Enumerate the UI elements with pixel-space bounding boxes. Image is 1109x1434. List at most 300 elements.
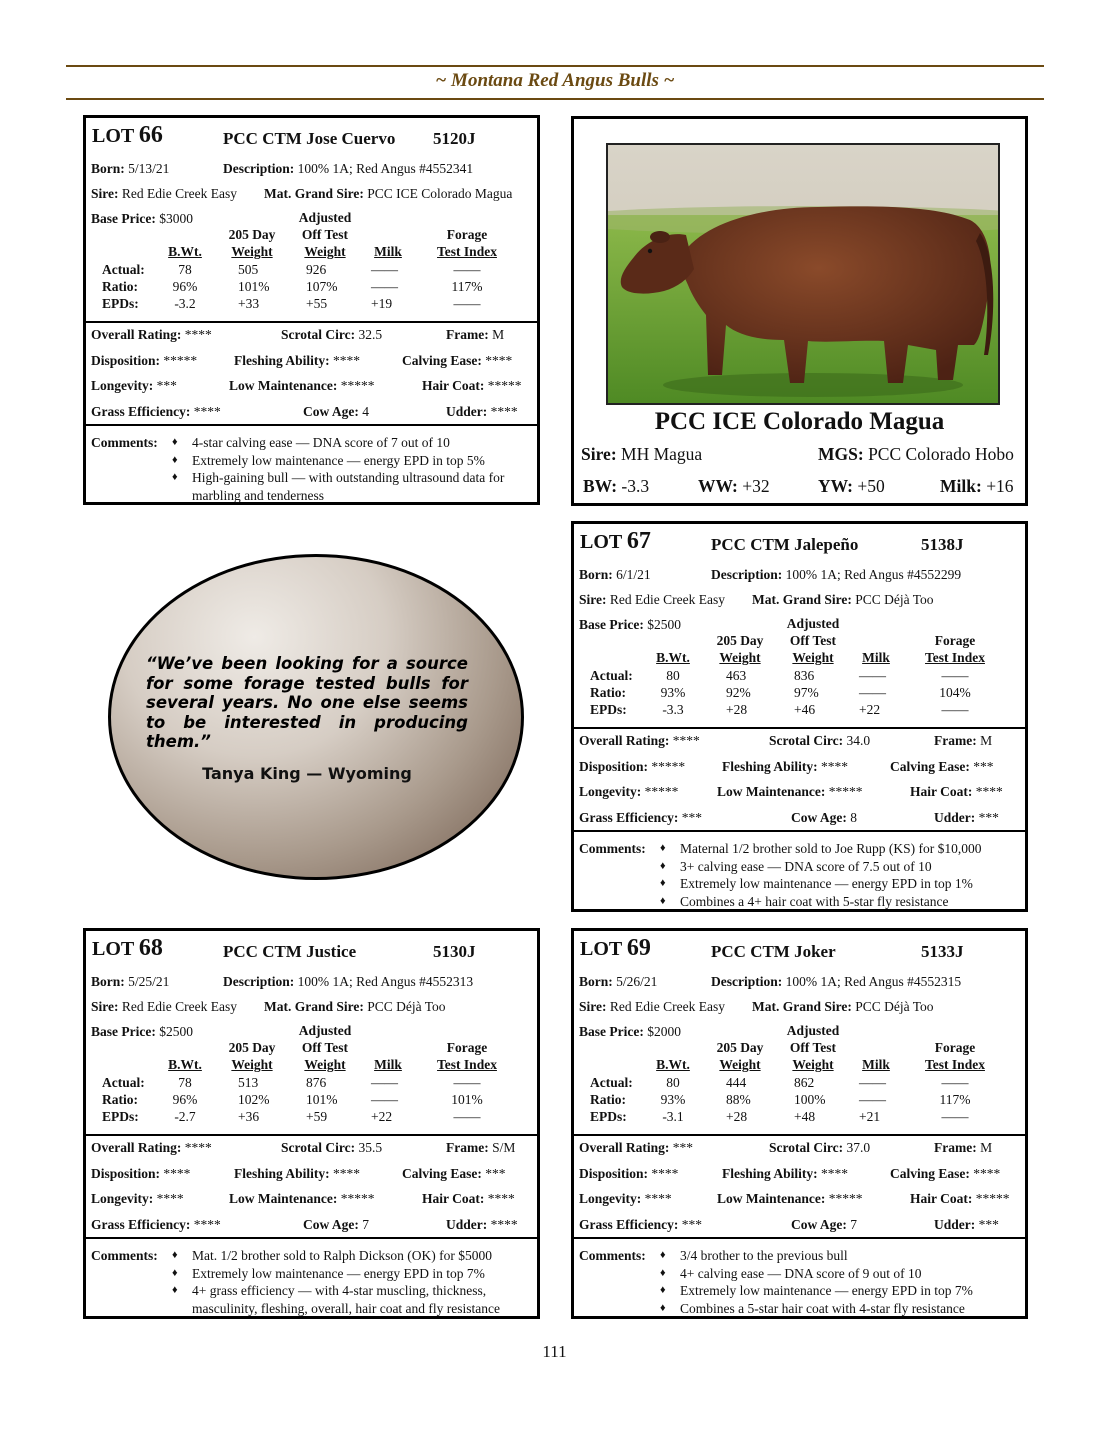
rating-scrotal-label: Scrotal Circ:	[281, 327, 356, 342]
description	[223, 974, 473, 990]
lot-number-value: 69	[626, 935, 651, 961]
feature-ww	[698, 476, 770, 497]
cell-ratio-2: 101%	[306, 1092, 338, 1107]
comments-list	[660, 840, 1020, 910]
rating-calving-label: Calving Ease:	[890, 1165, 970, 1181]
row-label-actual: Actual:	[102, 1075, 145, 1090]
base-price-value: $2500	[647, 617, 681, 632]
column-header-1-2: Weight	[719, 650, 761, 665]
rating-scrotal-label: Scrotal Circ:	[281, 1140, 356, 1155]
diamond-bullet-icon: ♦	[660, 1284, 666, 1296]
lot-ratings-section	[86, 1136, 537, 1239]
base-price	[579, 1024, 681, 1040]
cell-ratio-4: 117%	[939, 1092, 971, 1107]
column-header-0-2: B.Wt.	[168, 1057, 202, 1072]
cell-epds-2: +46	[794, 702, 816, 717]
rating-cow-age-value: 7	[850, 1216, 857, 1232]
base-price	[91, 1024, 193, 1040]
rating-low-maint	[717, 784, 863, 800]
feature-mgs-value: PCC Colorado Hobo	[868, 444, 1014, 464]
diamond-bullet-icon: ♦	[172, 1284, 178, 1296]
column-header-3-2: Milk	[862, 650, 890, 665]
rating-disposition	[91, 1166, 190, 1182]
column-header-1-2: Weight	[231, 1057, 273, 1072]
rating-disposition-value: *****	[163, 352, 198, 368]
lot-card-67	[571, 521, 1028, 912]
sire-label: Sire:	[579, 592, 607, 607]
cell-epds-2: +55	[306, 296, 328, 311]
rating-fleshing-value: ****	[821, 758, 849, 774]
rating-disposition	[579, 1166, 678, 1182]
column-header-2-1: Off Test	[789, 633, 837, 648]
rating-frame-label: Frame:	[934, 1140, 977, 1155]
rating-overall-label: Overall Rating:	[91, 1140, 182, 1155]
comment-text: 4-star calving ease — DNA score of 7 out of 10	[192, 435, 450, 450]
maternal-grand-sire	[752, 592, 934, 608]
column-header-4-2: Test Index	[925, 1057, 985, 1072]
rating-disposition-label: Disposition:	[579, 758, 649, 774]
comment-text: Extremely low maintenance — energy EPD in top 7%	[680, 1283, 973, 1298]
born-date	[579, 974, 657, 990]
rating-scrotal	[769, 733, 870, 749]
cell-epds-3: +22	[371, 1109, 393, 1124]
cell-epds-3: +21	[859, 1109, 881, 1124]
rating-hair-coat-label: Hair Coat:	[422, 378, 485, 393]
description-label: Description:	[223, 161, 295, 176]
cell-ratio-0: 93%	[660, 1092, 686, 1107]
comment-text: Extremely low maintenance — energy EPD in top 1%	[680, 876, 973, 891]
column-header-1-1: 205 Day	[716, 633, 764, 648]
rating-hair-coat	[422, 378, 522, 394]
rating-calving-label: Calving Ease:	[402, 1165, 482, 1181]
rating-fleshing-label: Fleshing Ability:	[722, 1165, 818, 1181]
rating-overall	[91, 327, 212, 343]
rating-longevity-label: Longevity:	[91, 1191, 154, 1206]
row-label-epds: EPDs:	[590, 702, 627, 717]
rating-frame-value: M	[492, 327, 505, 342]
rating-scrotal-value: 35.5	[358, 1140, 383, 1155]
rating-frame-value: M	[980, 1140, 993, 1155]
cell-actual-1: 505	[238, 262, 259, 277]
description-value: 100% 1A; Red Angus #4552299	[785, 567, 962, 582]
rating-fleshing-value: ****	[333, 352, 361, 368]
born-date-label: Born:	[91, 161, 125, 176]
comment-item	[172, 452, 532, 470]
cell-actual-1: 444	[726, 1075, 747, 1090]
cell-actual-4: ——	[453, 1075, 481, 1090]
rating-fleshing-value: ****	[333, 1165, 361, 1181]
rating-scrotal-value: 37.0	[846, 1140, 871, 1155]
feature-bw-value: -3.3	[621, 476, 650, 496]
cell-actual-2: 876	[306, 1075, 327, 1090]
base-price	[91, 211, 193, 227]
comment-item	[660, 858, 1020, 876]
rating-frame-label: Frame:	[446, 327, 489, 342]
rating-disposition-value: ****	[651, 1165, 679, 1181]
cell-actual-3: ——	[859, 1075, 886, 1090]
rating-calving-value: ***	[973, 758, 994, 774]
lot-pedigree-section	[574, 524, 1025, 729]
column-header-4-1: Forage	[934, 633, 976, 648]
born-date-value: 6/1/21	[616, 567, 651, 582]
lot-number	[580, 528, 651, 555]
comment-text: Combines a 5-star hair coat with 4-star fly resistance	[680, 1300, 965, 1316]
row-label-ratio: Ratio:	[590, 685, 626, 700]
rating-cow-age	[303, 404, 369, 420]
comment-text: 4+ grass efficiency — with 4-star muscling, thickness, masculinity, fleshing, overall, hair coat and fly resistance	[192, 1283, 501, 1316]
cell-epds-4: ——	[453, 296, 481, 311]
cell-ratio-3: ——	[859, 685, 886, 700]
row-label-epds: EPDs:	[102, 296, 139, 311]
rating-cow-age-label: Cow Age:	[791, 809, 847, 825]
maternal-grand-sire-label: Mat. Grand Sire:	[264, 186, 364, 201]
rating-low-maint-value: *****	[340, 1191, 375, 1206]
column-header-0-2: B.Wt.	[656, 650, 690, 665]
bull-name: PCC CTM Jalepeño	[711, 535, 859, 554]
rating-longevity-value: ****	[644, 1191, 672, 1206]
lot-number	[92, 935, 163, 962]
rating-grass-value: ***	[681, 809, 702, 825]
rating-frame	[934, 733, 992, 749]
column-header-3-2: Milk	[374, 1057, 402, 1072]
sire-value: Red Edie Creek Easy	[121, 999, 237, 1014]
rating-low-maint	[229, 1191, 375, 1207]
cell-ratio-0: 93%	[660, 685, 686, 700]
born-date-value: 5/26/21	[616, 974, 658, 989]
rating-overall	[579, 733, 700, 749]
rating-longevity-label: Longevity:	[91, 378, 154, 393]
cell-ratio-3: ——	[859, 1092, 886, 1107]
comment-text: High-gaining bull — with outstanding ultrasound data for marbling and tenderness	[192, 470, 505, 503]
bull-tag: 5130J	[433, 942, 476, 961]
diamond-bullet-icon: ♦	[660, 1266, 666, 1279]
cell-actual-4: ——	[941, 668, 969, 683]
row-label-actual: Actual:	[102, 262, 145, 277]
comment-item	[660, 1247, 1020, 1265]
cell-ratio-4: 117%	[451, 279, 483, 294]
cell-ratio-4: 101%	[451, 1092, 483, 1107]
maternal-grand-sire-value: PCC Déjà Too	[855, 592, 934, 607]
cell-epds-3: +22	[859, 702, 881, 717]
rating-low-maint	[229, 378, 375, 394]
cell-epds-1: +28	[726, 702, 748, 717]
rating-low-maint-value: *****	[828, 784, 863, 799]
lot-ratings-section	[574, 1136, 1025, 1239]
sire	[579, 592, 725, 608]
comment-text: 3/4 brother to the previous bull	[680, 1248, 848, 1263]
column-header-2-1: Off Test	[301, 227, 349, 242]
column-header-4-2: Test Index	[437, 1057, 497, 1072]
rating-frame-label: Frame:	[446, 1140, 489, 1155]
rating-cow-age-value: 4	[362, 403, 369, 419]
rating-grass-value: ***	[681, 1216, 702, 1232]
cell-epds-3: +19	[371, 296, 393, 311]
sire-label: Sire:	[91, 999, 119, 1014]
diamond-bullet-icon: ♦	[660, 877, 666, 889]
comment-item	[660, 1300, 1020, 1318]
rating-disposition-label: Disposition:	[91, 352, 161, 368]
rating-udder-label: Udder:	[934, 1216, 976, 1232]
rating-low-maint-value: *****	[828, 1191, 863, 1206]
cell-ratio-1: 92%	[726, 685, 751, 700]
cell-epds-2: +48	[794, 1109, 816, 1124]
born-date-label: Born:	[579, 974, 613, 989]
rating-hair-coat-label: Hair Coat:	[422, 1191, 485, 1206]
cell-epds-0: -3.1	[662, 1109, 684, 1124]
rating-calving	[890, 1166, 1000, 1182]
cell-epds-0: -2.7	[174, 1109, 196, 1124]
comment-text: Extremely low maintenance — energy EPD in top 7%	[192, 1265, 485, 1281]
bull-tag: 5138J	[921, 535, 964, 554]
maternal-grand-sire-value: PCC ICE Colorado Magua	[367, 186, 513, 201]
rating-overall	[579, 1140, 693, 1156]
feature-mgs-label: MGS:	[818, 444, 864, 464]
lot-label: LOT	[580, 531, 622, 553]
rating-cow-age-value: 8	[850, 809, 857, 825]
bull-name: PCC CTM Justice	[223, 942, 357, 961]
comment-item	[660, 893, 1020, 911]
comment-item	[172, 1282, 532, 1317]
comments-list	[172, 1247, 532, 1317]
column-header-4-1: Forage	[934, 1040, 976, 1055]
rating-longevity-label: Longevity:	[579, 1191, 642, 1206]
diamond-bullet-icon: ♦	[660, 859, 666, 872]
description-value: 100% 1A; Red Angus #4552313	[297, 974, 474, 989]
feature-yw-value: +50	[857, 476, 885, 496]
lot-label: LOT	[580, 938, 622, 960]
rating-hair-coat-label: Hair Coat:	[910, 1191, 973, 1206]
rating-calving-value: ***	[485, 1165, 506, 1181]
column-header-2-2: Weight	[304, 244, 346, 259]
rating-cow-age-label: Cow Age:	[791, 1216, 847, 1232]
diamond-bullet-icon: ♦	[172, 436, 178, 448]
sire	[579, 999, 725, 1015]
row-label-ratio: Ratio:	[102, 1092, 138, 1107]
column-header-3-2: Milk	[862, 1057, 890, 1072]
rating-hair-coat	[910, 784, 1003, 800]
base-price-value: $2500	[159, 1024, 193, 1039]
column-header-2-2: Weight	[792, 1057, 834, 1072]
sire-label: Sire:	[579, 999, 607, 1014]
comment-item	[660, 1265, 1020, 1283]
lot-pedigree-section	[574, 931, 1025, 1136]
feature-mgs-line	[818, 444, 1014, 465]
comments-list	[660, 1247, 1020, 1317]
comments-label: Comments:	[91, 435, 158, 450]
born-date	[91, 974, 169, 990]
rating-cow-age-label: Cow Age:	[303, 1216, 359, 1232]
rating-fleshing-label: Fleshing Ability:	[234, 1165, 330, 1181]
rating-cow-age-label: Cow Age:	[303, 403, 359, 419]
rating-grass	[579, 810, 702, 826]
rating-low-maint-label: Low Maintenance:	[717, 784, 826, 799]
cell-epds-4: ——	[941, 1109, 969, 1124]
rating-overall	[91, 1140, 212, 1156]
lot-card-66	[83, 115, 540, 505]
rating-hair-coat	[422, 1191, 515, 1207]
rating-udder-label: Udder:	[446, 1216, 488, 1232]
feature-sire-value: MH Magua	[621, 444, 703, 464]
born-date-label: Born:	[91, 974, 125, 989]
cell-actual-0: 80	[666, 668, 680, 683]
rating-overall-value: ****	[672, 733, 700, 748]
lot-ratings-section	[574, 729, 1025, 832]
lot-ratings-section	[86, 323, 537, 426]
feature-milk-label: Milk:	[940, 476, 982, 496]
cell-actual-2: 836	[794, 668, 815, 683]
rating-longevity	[91, 1191, 184, 1207]
lot-number	[580, 935, 651, 962]
lot-number-value: 68	[138, 935, 163, 961]
sire-value: Red Edie Creek Easy	[609, 999, 725, 1014]
rating-longevity-value: ***	[156, 378, 177, 393]
column-header-2-0: Adjusted	[298, 1023, 352, 1038]
description-label: Description:	[711, 567, 783, 582]
lot-card-69	[571, 928, 1028, 1319]
description	[711, 567, 961, 583]
cell-actual-3: ——	[859, 668, 886, 683]
column-header-1-2: Weight	[719, 1057, 761, 1072]
diamond-bullet-icon: ♦	[660, 1249, 666, 1261]
comment-text: Maternal 1/2 brother sold to Joe Rupp (KS) for $10,000	[680, 841, 982, 856]
rating-longevity	[91, 378, 177, 394]
rating-grass	[91, 1217, 221, 1233]
base-price-label: Base Price:	[91, 1024, 156, 1039]
rating-calving	[402, 1166, 506, 1182]
rating-grass-label: Grass Efficiency:	[579, 809, 679, 825]
page-header-title: ~ Montana Red Angus Bulls ~	[435, 70, 675, 91]
rating-longevity-value: *****	[644, 784, 679, 799]
rating-longevity	[579, 784, 678, 800]
rating-disposition-value: *****	[651, 758, 686, 774]
base-price-label: Base Price:	[579, 1024, 644, 1039]
rating-hair-coat-label: Hair Coat:	[910, 784, 973, 799]
comment-item	[172, 434, 532, 452]
header-rule-top	[66, 65, 1044, 67]
row-label-epds: EPDs:	[102, 1109, 139, 1124]
rating-grass-value: ****	[193, 403, 221, 419]
bull-tag: 5120J	[433, 129, 476, 148]
rating-scrotal	[281, 1140, 382, 1156]
row-label-ratio: Ratio:	[590, 1092, 626, 1107]
rating-longevity-value: ****	[156, 1191, 184, 1206]
rating-udder-value: ***	[978, 1216, 999, 1232]
rating-hair-coat-value: *****	[487, 378, 522, 393]
column-header-2-1: Off Test	[301, 1040, 349, 1055]
feature-milk-value: +16	[986, 476, 1014, 496]
cell-epds-1: +28	[726, 1109, 748, 1124]
diamond-bullet-icon: ♦	[660, 1301, 666, 1314]
rating-disposition-label: Disposition:	[579, 1165, 649, 1181]
lot-pedigree-section	[86, 931, 537, 1136]
rating-hair-coat-value: ****	[975, 784, 1003, 799]
cell-epds-4: ——	[453, 1109, 481, 1124]
rating-grass	[579, 1217, 702, 1233]
cell-ratio-1: 88%	[726, 1092, 751, 1107]
cell-actual-1: 513	[238, 1075, 259, 1090]
cell-actual-4: ——	[453, 262, 481, 277]
column-header-2-0: Adjusted	[786, 616, 840, 631]
rating-cow-age	[303, 1217, 369, 1233]
cell-epds-1: +36	[238, 1109, 260, 1124]
diamond-bullet-icon: ♦	[172, 1249, 178, 1261]
rating-cow-age	[791, 810, 857, 826]
rating-grass-label: Grass Efficiency:	[91, 1216, 191, 1232]
rating-low-maint-label: Low Maintenance:	[229, 1191, 338, 1206]
sire-value: Red Edie Creek Easy	[609, 592, 725, 607]
cell-actual-3: ——	[371, 262, 398, 277]
base-price-value: $2000	[647, 1024, 681, 1039]
diamond-bullet-icon: ♦	[172, 453, 178, 466]
column-header-4-1: Forage	[446, 227, 488, 242]
column-header-0-2: B.Wt.	[656, 1057, 690, 1072]
comment-item	[172, 1265, 532, 1283]
maternal-grand-sire-label: Mat. Grand Sire:	[264, 999, 364, 1014]
comment-text: Extremely low maintenance — energy EPD in top 5%	[192, 452, 485, 468]
maternal-grand-sire	[264, 999, 446, 1015]
cell-ratio-2: 97%	[794, 685, 819, 700]
column-header-2-2: Weight	[792, 650, 834, 665]
description-label: Description:	[711, 974, 783, 989]
comment-item	[660, 840, 1020, 858]
bull-photo	[606, 143, 1000, 405]
comment-item	[172, 469, 532, 504]
cell-actual-0: 78	[178, 262, 192, 277]
cell-actual-2: 926	[306, 262, 327, 277]
diamond-bullet-icon: ♦	[660, 842, 666, 854]
feature-ww-value: +32	[742, 476, 770, 496]
rating-overall-value: ****	[184, 327, 212, 342]
cell-epds-4: ——	[941, 702, 969, 717]
diamond-bullet-icon: ♦	[172, 1266, 178, 1279]
rating-grass	[91, 404, 221, 420]
cell-ratio-2: 107%	[306, 279, 338, 294]
rating-low-maint	[717, 1191, 863, 1207]
cell-actual-2: 862	[794, 1075, 815, 1090]
row-label-actual: Actual:	[590, 668, 633, 683]
rating-udder	[446, 404, 518, 420]
feature-yw-label: YW:	[818, 476, 853, 496]
maternal-grand-sire-label: Mat. Grand Sire:	[752, 999, 852, 1014]
column-header-2-0: Adjusted	[786, 1023, 840, 1038]
base-price-value: $3000	[159, 211, 193, 226]
comments-label: Comments:	[91, 1248, 158, 1263]
description	[223, 161, 473, 177]
rating-low-maint-label: Low Maintenance:	[717, 1191, 826, 1206]
cell-ratio-4: 104%	[939, 685, 971, 700]
lot-number-value: 66	[138, 122, 163, 148]
diamond-bullet-icon: ♦	[660, 894, 666, 907]
cell-ratio-0: 96%	[172, 279, 198, 294]
rating-overall-label: Overall Rating:	[579, 1140, 670, 1155]
comment-text: 4+ calving ease — DNA score of 9 out of 10	[680, 1265, 922, 1281]
rating-overall-label: Overall Rating:	[91, 327, 182, 342]
sire-value: Red Edie Creek Easy	[121, 186, 237, 201]
rating-udder	[446, 1217, 518, 1233]
base-price	[579, 617, 681, 633]
description-label: Description:	[223, 974, 295, 989]
maternal-grand-sire-value: PCC Déjà Too	[367, 999, 446, 1014]
rating-fleshing	[234, 353, 360, 369]
sire-label: Sire:	[91, 186, 119, 201]
comments-label: Comments:	[579, 841, 646, 856]
cell-ratio-0: 96%	[172, 1092, 198, 1107]
comment-item	[172, 1247, 532, 1265]
rating-udder-value: ****	[490, 1216, 518, 1232]
rating-longevity-label: Longevity:	[579, 784, 642, 799]
lot-label: LOT	[92, 125, 134, 147]
comment-text: 3+ calving ease — DNA score of 7.5 out of 10	[680, 858, 932, 874]
